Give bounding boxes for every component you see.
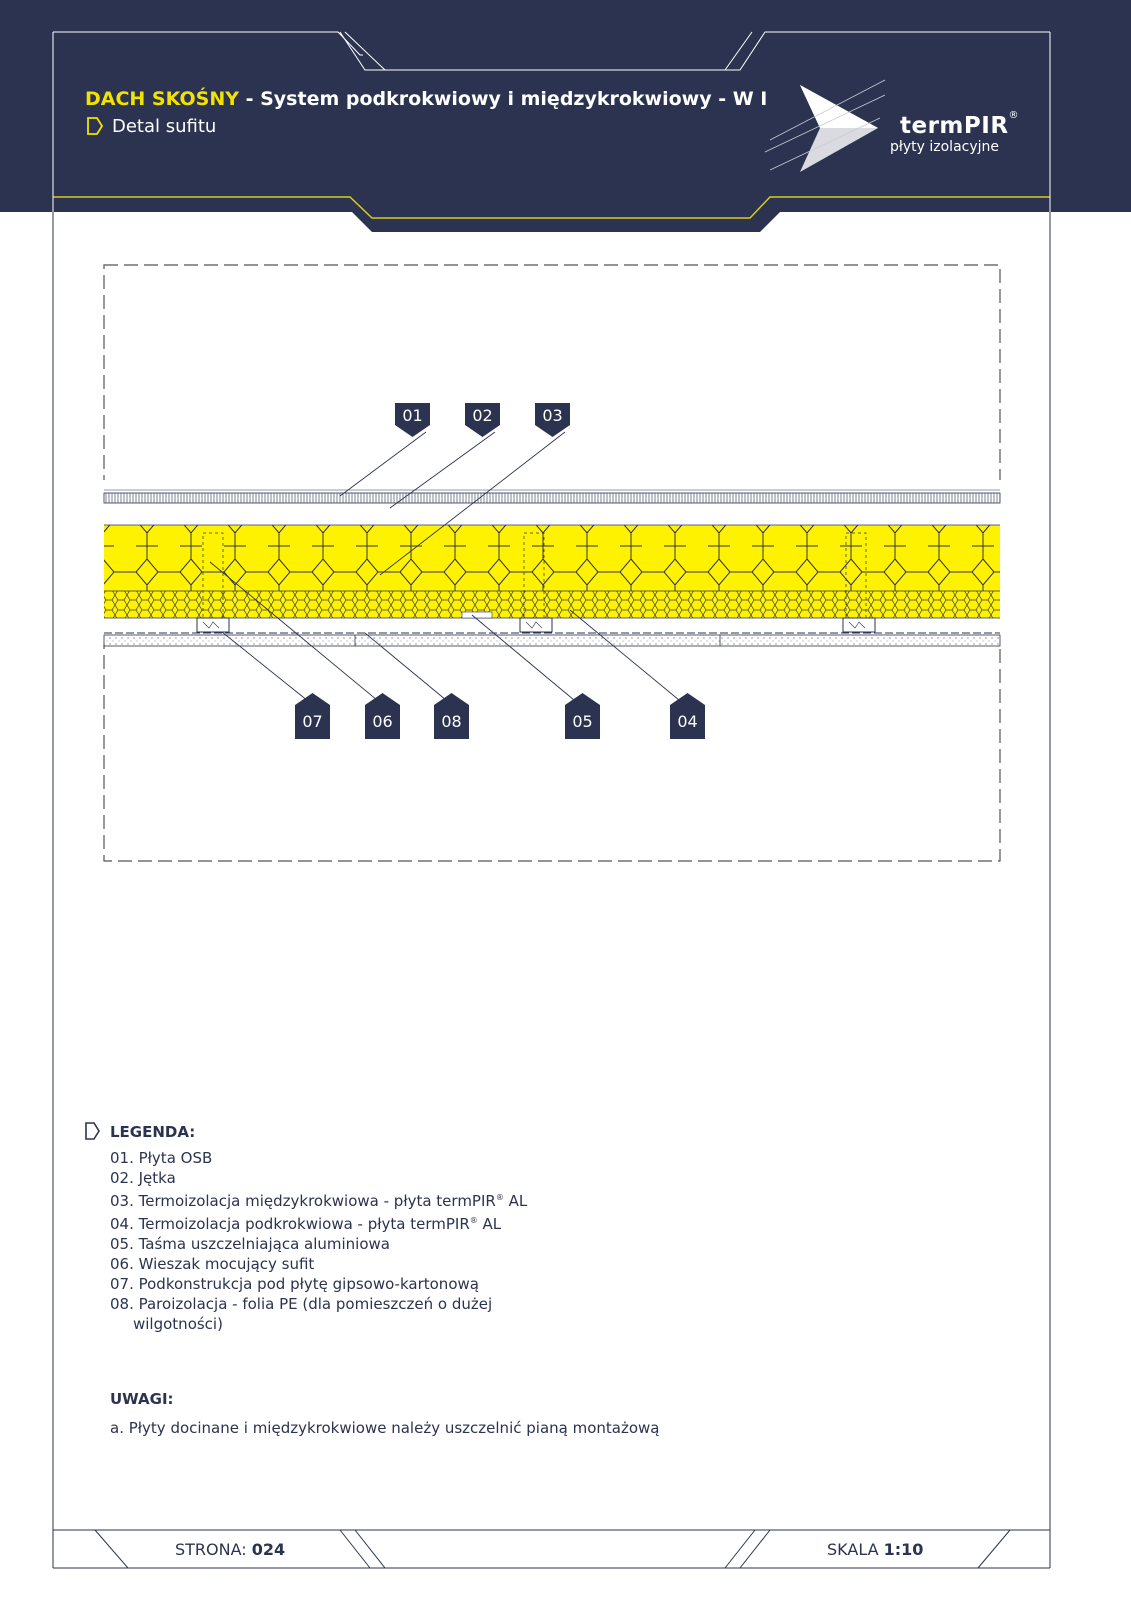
notes <box>110 1390 810 1437</box>
section-drawing <box>98 480 1006 646</box>
svg-text:01: 01 <box>402 406 423 425</box>
svg-text:06: 06 <box>372 712 393 731</box>
svg-text:07: 07 <box>302 712 323 731</box>
legend-title: LEGENDA: <box>110 1123 196 1141</box>
svg-text:04: 04 <box>677 712 698 731</box>
title-accent: DACH SKOŚNY <box>85 88 239 110</box>
callout-05 <box>565 693 600 739</box>
drawing-scale: SKALA 1:10 <box>827 1540 924 1559</box>
legend-item: 07. Podkonstrukcja pod płytę gipsowo-kartonową <box>110 1275 479 1293</box>
legend-item: 05. Taśma uszczelniająca aluminiowa <box>110 1235 390 1253</box>
brand-tagline: płyty izolacyjne <box>890 139 1000 155</box>
svg-text:05: 05 <box>572 712 593 731</box>
page-subtitle: Detal sufitu <box>112 116 217 137</box>
legend-item: 01. Płyta OSB <box>110 1149 213 1167</box>
svg-text:02: 02 <box>472 406 493 425</box>
callout-08 <box>434 693 469 739</box>
title-rest: - System podkrokwiowy i międzykrokwiowy - W I <box>239 88 768 110</box>
note-item: a. Płyty docinane i międzykrokwiowe należy uszczelnić pianą montażową <box>110 1419 660 1437</box>
legend-item: 08. Paroizolacja - folia PE (dla pomieszczeń o dużej <box>110 1295 493 1313</box>
notes-title: UWAGI: <box>110 1390 174 1408</box>
osb-board <box>104 493 1000 503</box>
svg-text:08: 08 <box>441 712 462 731</box>
legend-item: 06. Wieszak mocujący sufit <box>110 1255 315 1273</box>
brand-mark: ® <box>1008 110 1020 121</box>
legend-item: wilgotności) <box>133 1315 223 1333</box>
legend <box>110 1122 670 1334</box>
svg-text:03: 03 <box>542 406 563 425</box>
callout-04 <box>670 693 705 739</box>
page-title <box>85 88 767 110</box>
page-number: STRONA: 024 <box>175 1540 286 1559</box>
legend-item: 02. Jętka <box>110 1169 176 1187</box>
callout-07 <box>295 693 330 739</box>
plasterboard <box>104 635 1000 646</box>
legend-arrow-icon <box>86 1123 99 1139</box>
callout-01 <box>395 403 430 437</box>
brand-name: termPIR® <box>900 110 1020 139</box>
legend-item: 03. Termoizolacja międzykrokwiowa - płyta termPIR® AL <box>110 1192 528 1210</box>
legend-item: 04. Termoizolacja podkrokwiowa - płyta termPIR® AL <box>110 1215 502 1233</box>
callout-06 <box>365 693 400 739</box>
